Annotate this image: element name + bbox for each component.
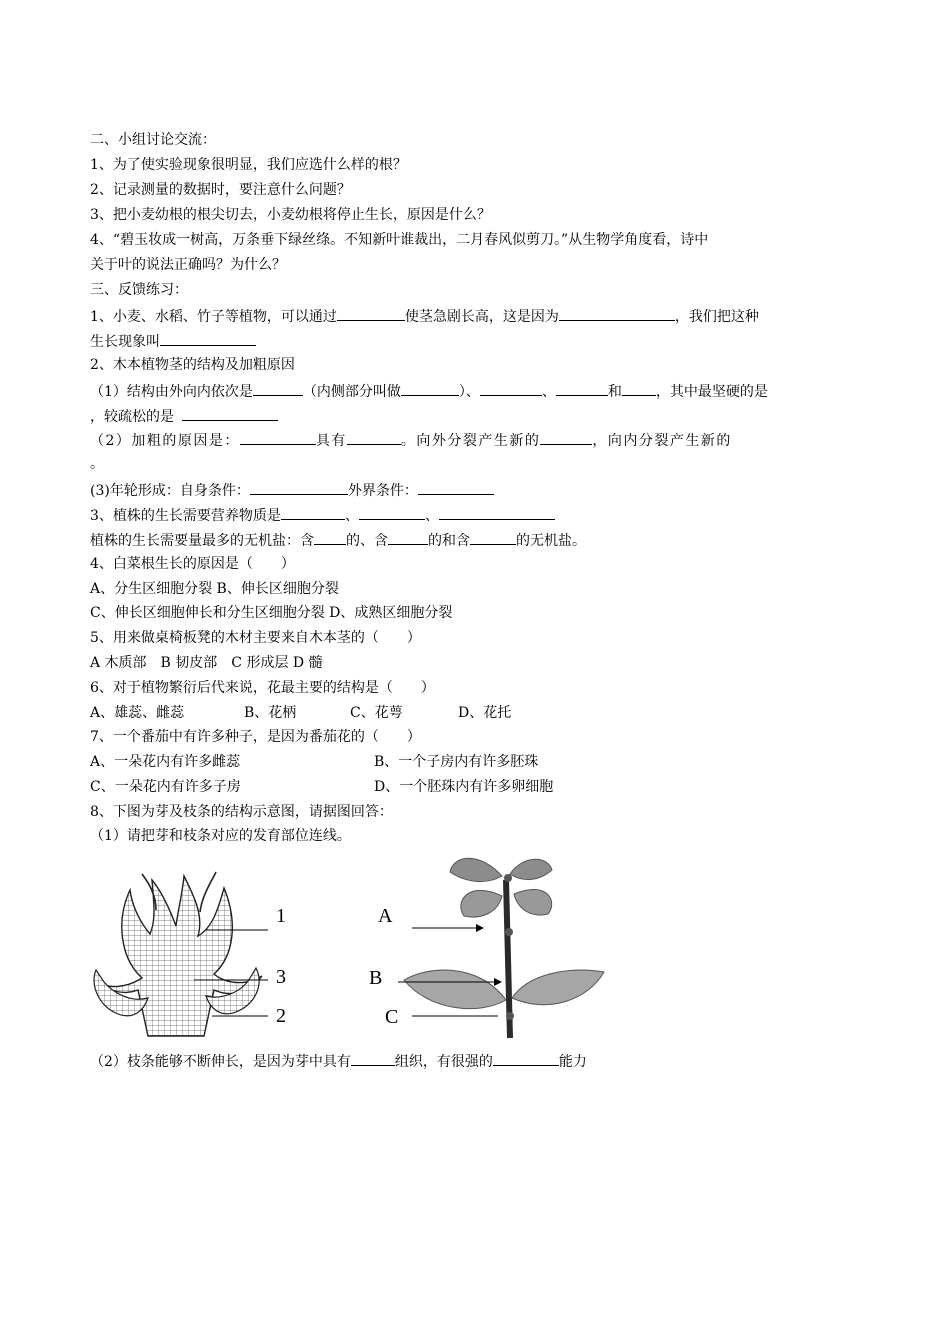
answer-blank[interactable] [401,381,459,396]
feedback-q1-text-b: 使茎急剧长高，这是因为 [404,309,559,325]
answer-blank[interactable] [351,1051,395,1066]
feedback-q2-text: ，较疏松的是 [90,409,174,425]
feedback-q2-text: （2）加粗的原因是： [90,433,240,449]
feedback-q1-text-d: 生长现象叫 [90,334,160,350]
feedback-q2-text: ）、 [458,384,480,400]
feedback-q3-text: 、 [344,508,359,524]
answer-blank[interactable] [253,381,303,396]
feedback-q2-line3 [90,430,732,450]
feedback-q3-text: 的无机盐。 [516,533,586,549]
feedback-q6-option-d: D、花托 [458,705,512,721]
feedback-q7-question: 7、一个番茄中有许多种子，是因为番茄花的（ ） [90,729,421,745]
bud-label-2: 2 [276,1005,286,1027]
section-2-title: 二、小组讨论交流： [90,132,216,148]
feedback-q5-question: 5、用来做桌椅板凳的木材主要来自木本茎的（ ） [90,630,421,646]
feedback-q2-text: (3)年轮形成：自身条件： [90,483,250,499]
answer-blank[interactable] [559,306,675,321]
answer-blank[interactable] [359,505,425,520]
feedback-q7-option-a: A、一朵花内有许多雌蕊 [90,754,241,770]
answer-blank[interactable] [182,406,278,421]
feedback-q8-text: 组织，有很强的 [394,1054,493,1070]
answer-blank[interactable] [439,505,555,520]
feedback-q2-text: （内侧部分叫做 [302,384,401,400]
feedback-q2-text: 、 [541,384,556,400]
feedback-q8-text: 能力 [558,1054,587,1070]
answer-blank[interactable] [540,430,592,445]
answer-blank[interactable] [240,430,316,445]
feedback-q6-question: 6、对于植物繁衍后代来说，花最主要的结构是（ ） [90,680,435,696]
answer-blank[interactable] [388,530,428,545]
feedback-q8-question: 8、下图为芽及枝条的结构示意图，请据图回答： [90,804,393,820]
feedback-q3-text: 、 [424,508,439,524]
feedback-q6-option-a: A、雄蕊、雌蕊 [90,705,185,721]
discussion-q4-line2: 关于叶的说法正确吗？为什么？ [90,257,286,273]
feedback-q2-line4: 。 [90,456,104,472]
feedback-q2-text: 和 [607,384,622,400]
answer-blank[interactable] [281,505,345,520]
feedback-q2-line2 [90,406,278,426]
branch-label-b: B [369,967,383,989]
answer-blank[interactable] [470,530,516,545]
answer-blank[interactable] [337,306,405,321]
feedback-q4-options-1: A、分生区细胞分裂 B、伸长区细胞分裂 [90,581,339,597]
feedback-q7-option-b: B、一个子房内有许多胚珠 [374,754,539,770]
feedback-q5-options: A 木质部 B 韧皮部 C 形成层 D 髓 [90,655,323,671]
feedback-q3-text: 3、植株的生长需要营养物质是 [90,508,281,524]
feedback-q2-text: ，其中最坚硬的是 [655,384,768,400]
bud-structure-diagram [86,870,272,1040]
feedback-q7-option-c: C、一朵花内有许多子房 [90,779,241,795]
branch-label-a: A [378,905,393,927]
feedback-q2-text: 。向外分裂产生新的 [400,433,541,449]
feedback-q4-question: 4、白菜根生长的原因是（ ） [90,556,295,572]
feedback-q1-line1 [90,306,759,326]
feedback-q3-line2 [90,530,586,550]
feedback-q3-line1 [90,505,555,525]
answer-blank[interactable] [622,381,656,396]
feedback-q6-option-b: B、花柄 [244,705,297,721]
feedback-q1-text-a: 1、小麦、水稻、竹子等植物，可以通过 [90,309,337,325]
feedback-q2-text: ，向内分裂产生新的 [592,433,732,449]
feedback-q2-text: 外界条件： [347,483,418,499]
answer-blank[interactable] [250,480,348,495]
discussion-q4-line1: 4、“碧玉妆成一树高，万条垂下绿丝绦。不知新叶谁裁出，二月春风似剪刀。”从生物学角度看，诗中 [90,232,709,248]
answer-blank[interactable] [160,331,256,346]
feedback-q1-text-c: ，我们把这种 [674,309,759,325]
feedback-q8-sub1: （1）请把芽和枝条对应的发育部位连线。 [90,828,351,844]
feedback-q2-text: 具有 [315,433,347,449]
discussion-q2: 2、记录测量的数据时，要注意什么问题？ [90,182,351,198]
feedback-q2-text: （1）结构由外向内依次是 [90,384,253,400]
feedback-q6-option-c: C、花萼 [350,705,403,721]
feedback-q3-text: 的和含 [428,533,470,549]
feedback-q2-line5 [90,480,494,500]
answer-blank[interactable] [347,430,401,445]
feedback-q8-sub2 [90,1051,587,1071]
discussion-q1: 1、为了使实验现象很明显，我们应选什么样的根？ [90,157,407,173]
feedback-q3-text: 植株的生长需要量最多的无机盐：含 [90,533,314,549]
answer-blank[interactable] [314,530,346,545]
feedback-q2-title: 2、木本植物茎的结构及加粗原因 [90,357,295,373]
feedback-q2-line1 [90,381,768,401]
branch-label-c: C [385,1006,399,1028]
answer-blank[interactable] [556,381,608,396]
feedback-q4-options-2: C、伸长区细胞伸长和分生区细胞分裂 D、成熟区细胞分裂 [90,605,453,621]
answer-blank[interactable] [418,480,494,495]
section-3-title: 三、反馈练习： [90,282,188,298]
feedback-q7-option-d: D、一个胚珠内有许多卵细胞 [374,779,554,795]
answer-blank[interactable] [480,381,542,396]
feedback-q1-line2 [90,331,256,351]
feedback-q3-text: 的、含 [346,533,388,549]
bud-label-3: 3 [276,966,286,988]
feedback-q8-text: （2）枝条能够不断伸长，是因为芽中具有 [90,1054,351,1070]
bud-label-1: 1 [276,905,286,927]
branch-structure-diagram [398,850,608,1042]
discussion-q3: 3、把小麦幼根的根尖切去，小麦幼根将停止生长，原因是什么？ [90,207,491,223]
answer-blank[interactable] [493,1051,559,1066]
